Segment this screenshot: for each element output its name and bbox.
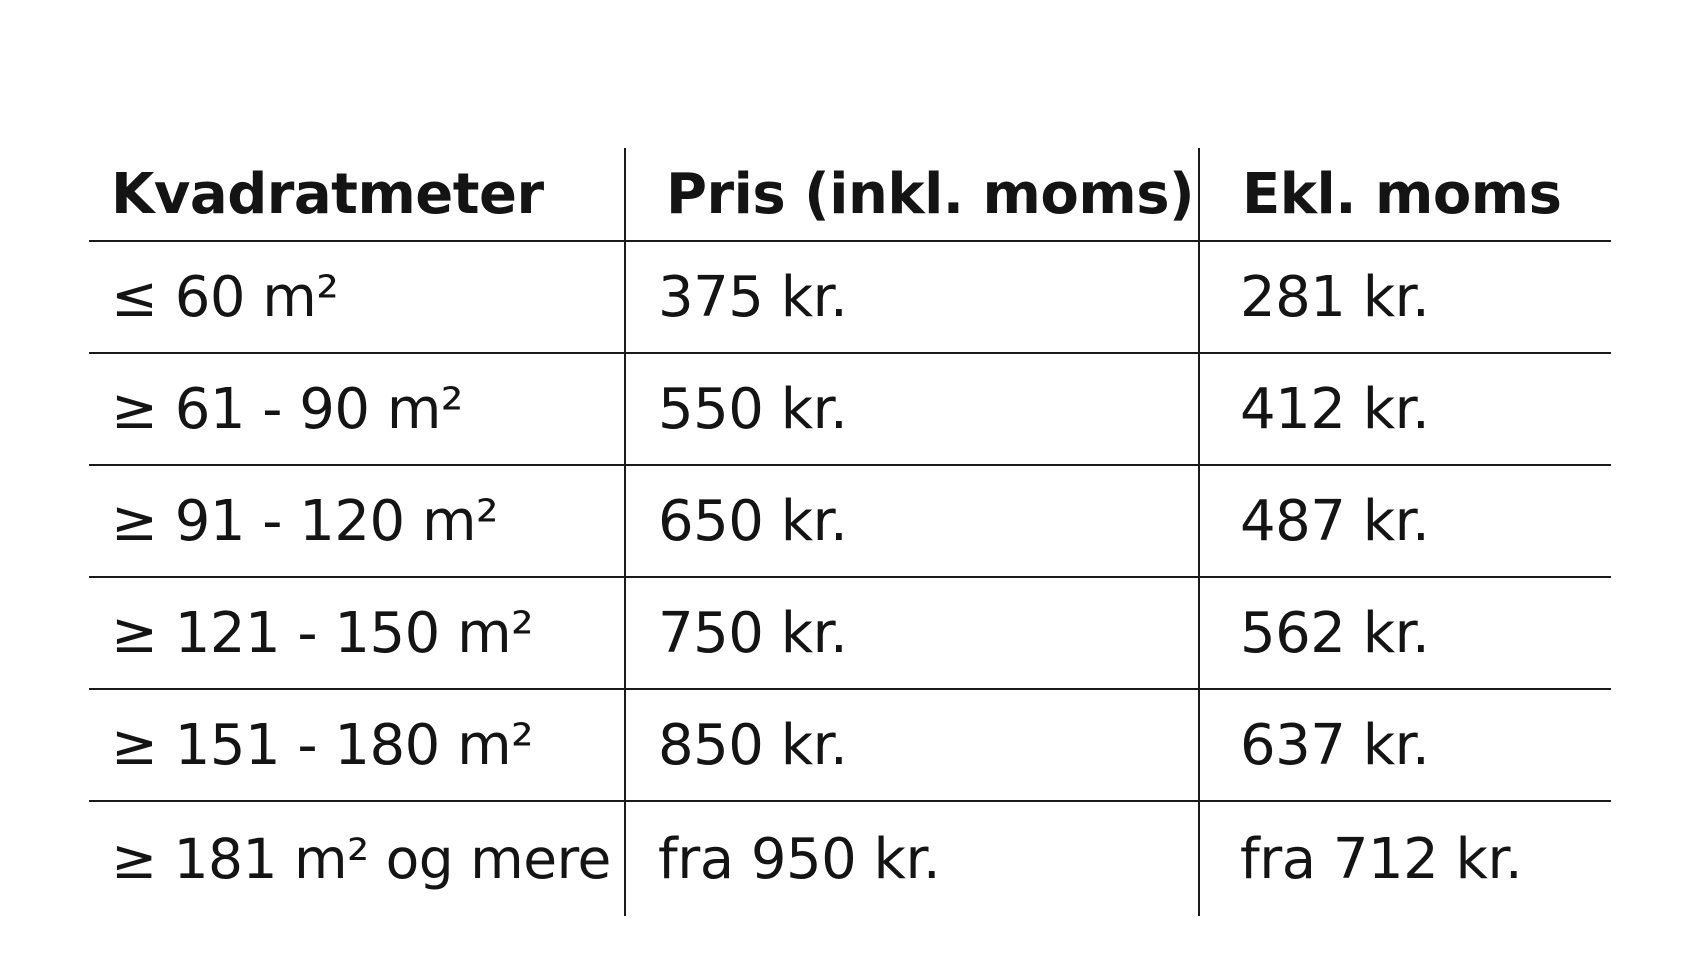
table-row: [89, 240, 1611, 352]
cell-area: ≤ 60 m²: [111, 264, 339, 330]
cell-area: ≥ 91 - 120 m²: [111, 488, 498, 554]
cell-price-incl: 750 kr.: [624, 578, 1198, 688]
cell-price-incl: 650 kr.: [624, 466, 1198, 576]
table-header-row: [89, 148, 1611, 240]
header-price-incl-vat: Pris (inkl. moms): [624, 148, 1198, 240]
cell-price-excl: 487 kr.: [1198, 466, 1611, 576]
cell-price-incl: 375 kr.: [624, 242, 1198, 352]
cell-area: ≥ 121 - 150 m²: [111, 600, 534, 666]
cell-price-incl: 550 kr.: [624, 354, 1198, 464]
table-row: [89, 576, 1611, 688]
cell-price-incl: 850 kr.: [624, 690, 1198, 800]
table-row: [89, 688, 1611, 800]
header-price-excl-vat: Ekl. moms: [1198, 148, 1611, 240]
table-row: [89, 800, 1611, 916]
cell-price-excl: 637 kr.: [1198, 690, 1611, 800]
cell-price-excl: 562 kr.: [1198, 578, 1611, 688]
table-row: [89, 464, 1611, 576]
header-square-meters: Kvadratmeter: [111, 161, 544, 227]
cell-area: ≥ 181 m² og mere: [111, 827, 611, 891]
table-row: [89, 352, 1611, 464]
cell-area: ≥ 61 - 90 m²: [111, 376, 463, 442]
cell-area: ≥ 151 - 180 m²: [111, 712, 534, 778]
cell-price-excl: 281 kr.: [1198, 242, 1611, 352]
cell-price-incl: fra 950 kr.: [624, 802, 1198, 916]
cell-price-excl: 412 kr.: [1198, 354, 1611, 464]
price-table: [89, 148, 1611, 916]
cell-price-excl: fra 712 kr.: [1198, 802, 1611, 916]
